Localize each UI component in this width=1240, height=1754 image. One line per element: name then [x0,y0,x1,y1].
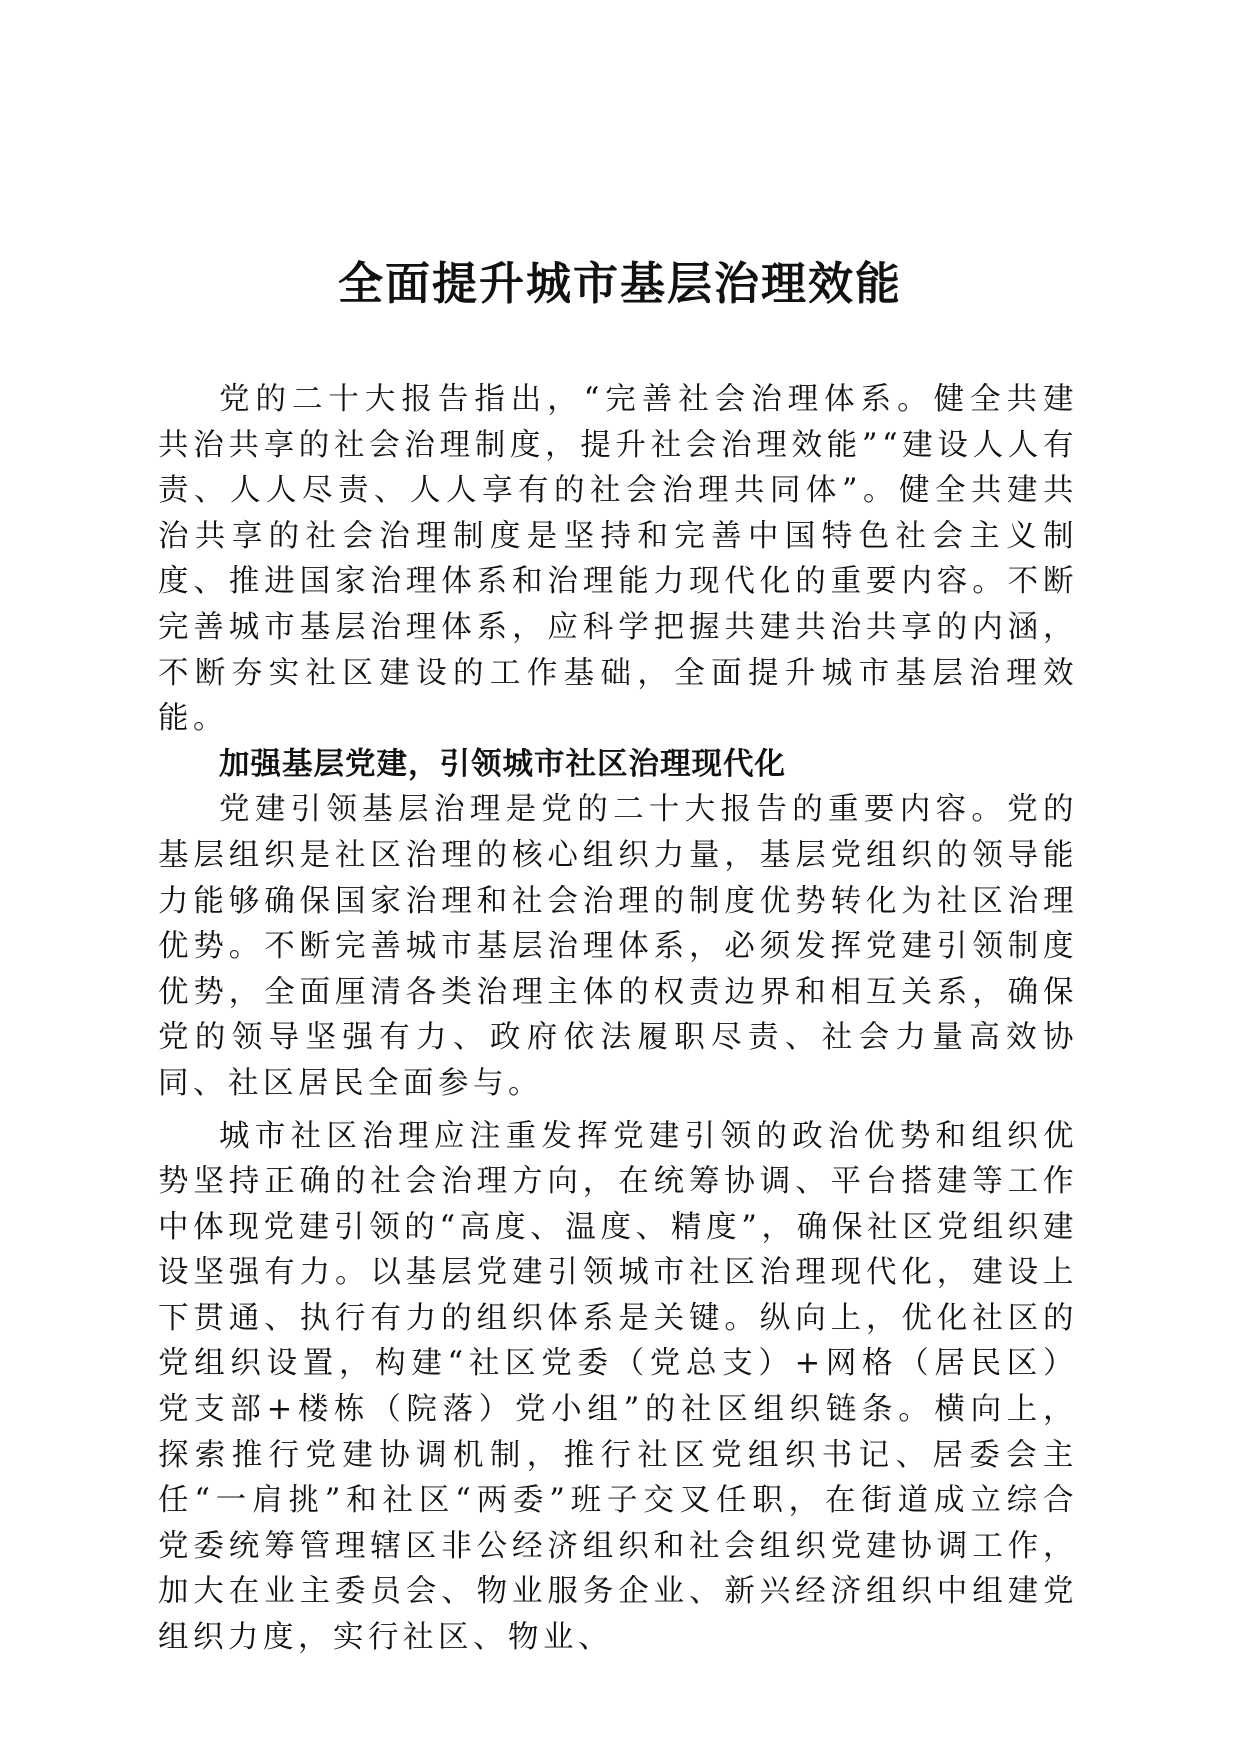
document-title: 全面提升城市基层治理效能 [337,257,902,310]
section-heading: 加强基层党建，引领城市社区治理现代化 [219,746,786,782]
paragraph-community-governance: 城市社区治理应注重发挥党建引领的政治优势和组织优势坚持正确的社会治理方向，在统筹协调、平台搭建等工作中体现党建引领的“高度、温度、精度”，确保社区党组织建设坚强有力。以基层党建引领城市社区治理现代化，建设上下贯通、执行有力的组织体系是关键。纵向上，优化社区的党组织设置，构建“社区党委（党总支）+网格（居民区）党支部+楼栋（院落）党小组”的社区组织链条。横向上，探索推行党建协调机制，推行社区党组织书记、居委会主任“一肩挑”和社区“两委”班子交叉任职，在街道成立综合党委统筹管理辖区非公经济组织和社会组织党建协调工作，加大在业主委员会、物业服务企业、新兴经济组织中组建党组织力度，实行社区、物业、 [158,1118,1078,1656]
document-body [158,377,1078,1661]
paragraph-intro: 党的二十大报告指出，“完善社会治理体系。健全共建共治共享的社会治理制度，提升社会治理效能”“建设人人有责、人人尽责、人人享有的社会治理共同体”。健全共建共治共享的社会治理制度是坚持和完善中国特色社会主义制度、推进国家治理体系和治理能力现代化的重要内容。不断完善城市基层治理体系，应科学把握共建共治共享的内涵，不断夯实社区建设的工作基础，全面提升城市基层治理效能。 [158,382,1078,737]
paragraph-party-building: 党建引领基层治理是党的二十大报告的重要内容。党的基层组织是社区治理的核心组织力量，基层党组织的领导能力能够确保国家治理和社会治理的制度优势转化为社区治理优势。不断完善城市基层治理体系，必须发挥党建引领制度优势，全面厘清各类治理主体的权责边界和相互关系，确保党的领导坚强有力、政府依法履职尽责、社会力量高效协同、社区居民全面参与。 [158,792,1078,1101]
